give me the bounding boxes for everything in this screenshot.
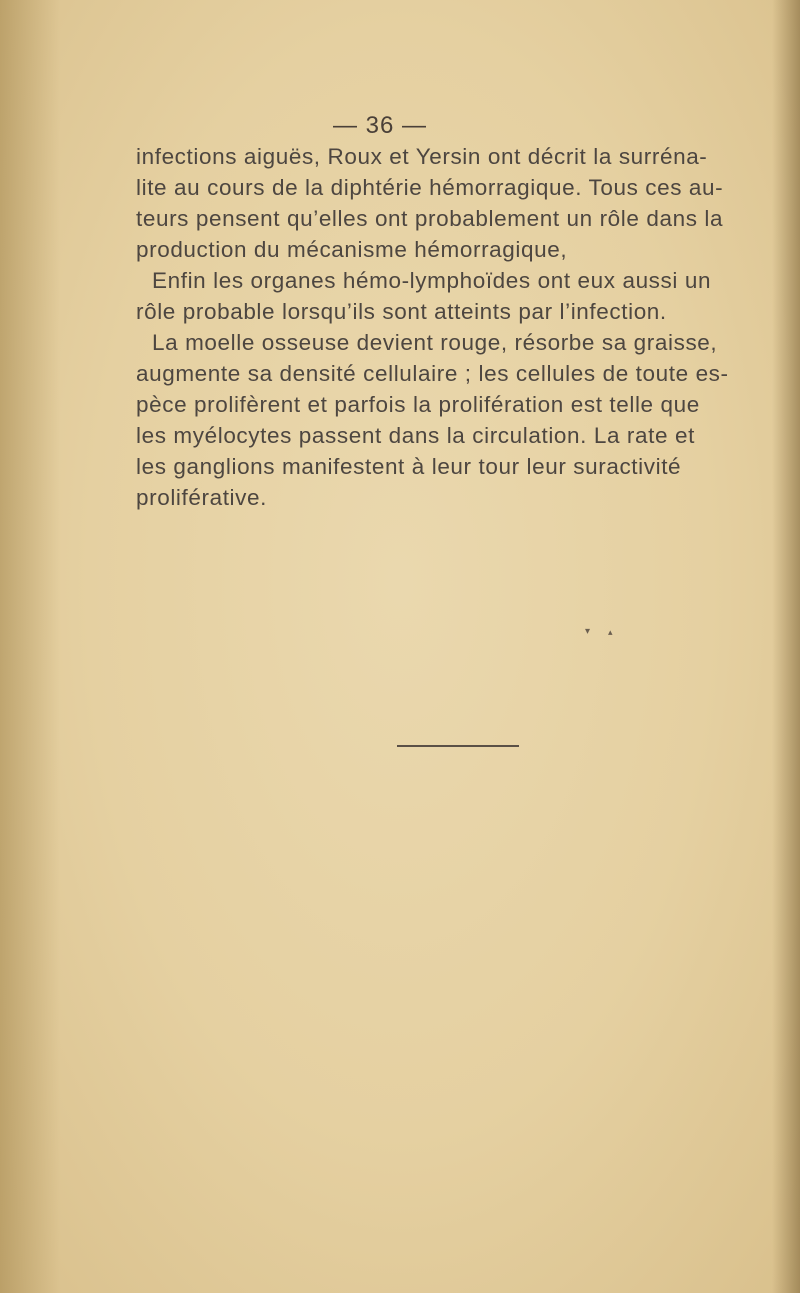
text-line: rôle probable lorsqu’ils sont atteints par l’infection. xyxy=(136,299,667,324)
body-text xyxy=(136,141,766,513)
paper-speck: ▴ xyxy=(608,627,613,637)
text-line: infections aiguës, Roux et Yersin ont décrit la surréna- xyxy=(136,144,708,169)
text-line: lite au cours de la diphtérie hémorragique. Tous ces au- xyxy=(136,175,724,200)
text-line: production du mécanisme hémorragique, xyxy=(136,237,568,262)
page-edge-shadow-left xyxy=(0,0,60,1293)
text-line: proliférative. xyxy=(136,485,267,510)
page-number: — 36 — xyxy=(332,112,428,139)
paper-speck: ▾ xyxy=(585,626,591,637)
text-line: La moelle osseuse devient rouge, résorbe sa graisse, xyxy=(152,330,718,355)
section-divider-rule xyxy=(397,745,519,747)
page-edge-shadow-right xyxy=(772,0,800,1293)
text-line: Enfin les organes hémo-lymphoïdes ont eux aussi un xyxy=(152,268,712,293)
text-line: les ganglions manifestent à leur tour leur suractivité xyxy=(136,454,682,479)
text-line: les myélocytes passent dans la circulation. La rate et xyxy=(136,423,695,448)
text-line: pèce prolifèrent et parfois la prolifération est telle que xyxy=(136,392,700,417)
text-line: teurs pensent qu’elles ont probablement un rôle dans la xyxy=(136,206,724,231)
text-line: augmente sa densité cellulaire ; les cellules de toute es- xyxy=(136,361,729,386)
